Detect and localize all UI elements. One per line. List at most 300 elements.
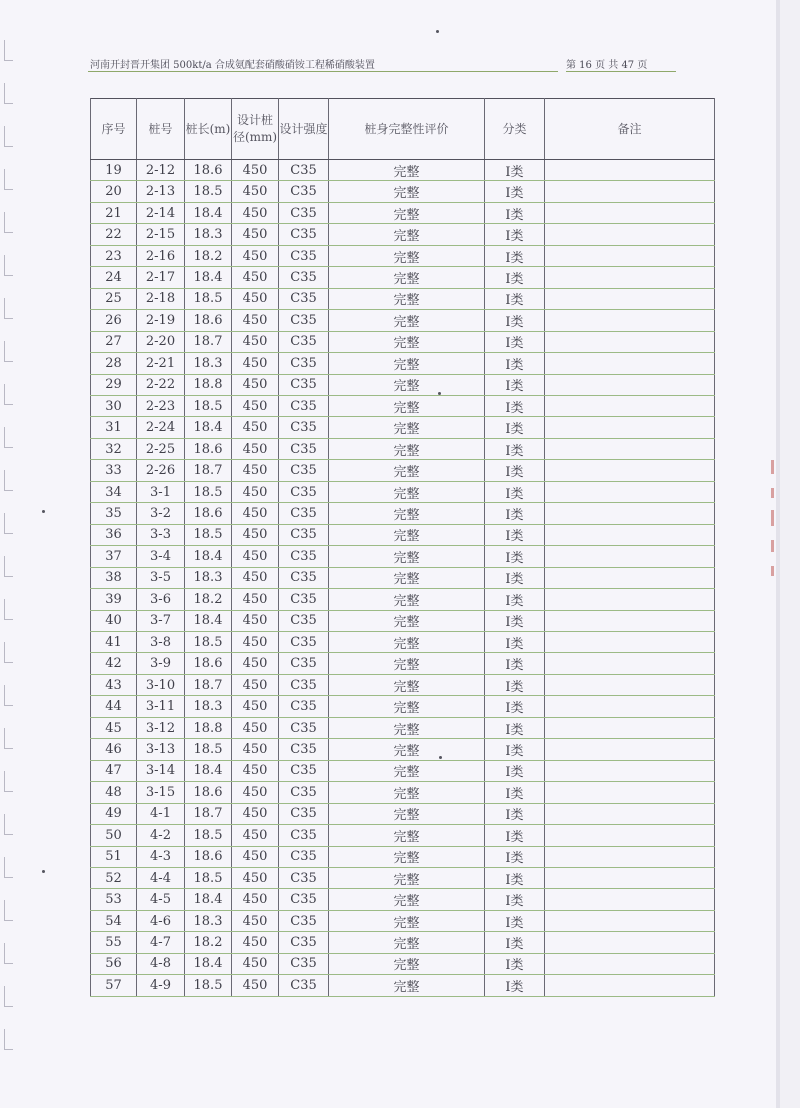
cell-diameter: 450 [232, 202, 279, 223]
cell-diameter: 450 [232, 331, 279, 352]
cell-integrity: 完整 [329, 288, 485, 309]
cell-remarks [545, 674, 715, 695]
cell-class: Ⅰ类 [485, 867, 545, 888]
cell-pile-no: 3-11 [137, 696, 185, 717]
table-row [91, 782, 715, 803]
cell-seq: 33 [91, 460, 137, 481]
cell-remarks [545, 567, 715, 588]
cell-strength: C35 [279, 267, 329, 288]
table-row [91, 674, 715, 695]
cell-integrity: 完整 [329, 867, 485, 888]
cell-pile-no: 3-8 [137, 631, 185, 652]
cell-pile-no: 4-7 [137, 932, 185, 953]
cell-pile-length: 18.5 [185, 867, 232, 888]
cell-seq: 25 [91, 288, 137, 309]
cell-integrity: 完整 [329, 825, 485, 846]
cell-seq: 30 [91, 395, 137, 416]
col-header-diameter: 设计桩径(mm) [232, 99, 279, 160]
cell-diameter: 450 [232, 889, 279, 910]
col-header-integrity: 桩身完整性评价 [329, 99, 485, 160]
cell-strength: C35 [279, 160, 329, 181]
binding-hole-mark [4, 728, 13, 749]
binding-hole-mark [4, 513, 13, 534]
binding-hole-mark [4, 126, 13, 147]
cell-seq: 34 [91, 481, 137, 502]
cell-class: Ⅰ类 [485, 160, 545, 181]
cell-integrity: 完整 [329, 975, 485, 997]
table-row [91, 417, 715, 438]
cell-seq: 24 [91, 267, 137, 288]
cell-remarks [545, 353, 715, 374]
cell-strength: C35 [279, 631, 329, 652]
cell-remarks [545, 224, 715, 245]
table-row [91, 546, 715, 567]
cell-remarks [545, 760, 715, 781]
cell-pile-length: 18.5 [185, 481, 232, 502]
cell-strength: C35 [279, 546, 329, 567]
cell-seq: 52 [91, 867, 137, 888]
cell-pile-length: 18.3 [185, 567, 232, 588]
binding-hole-mark [4, 771, 13, 792]
cell-class: Ⅰ类 [485, 353, 545, 374]
cell-class: Ⅰ类 [485, 610, 545, 631]
cell-pile-length: 18.4 [185, 546, 232, 567]
cell-seq: 43 [91, 674, 137, 695]
cell-seq: 39 [91, 589, 137, 610]
cell-pile-no: 2-12 [137, 160, 185, 181]
pile-integrity-table [90, 98, 715, 997]
cell-seq: 32 [91, 438, 137, 459]
red-stamp-fragment [771, 488, 774, 498]
table-row [91, 696, 715, 717]
col-header-seq: 序号 [91, 99, 137, 160]
table-row [91, 717, 715, 738]
cell-remarks [545, 202, 715, 223]
cell-seq: 48 [91, 782, 137, 803]
scan-speck [436, 30, 439, 33]
binding-hole-mark [4, 1029, 13, 1050]
red-stamp-fragment [771, 510, 774, 526]
cell-pile-length: 18.3 [185, 910, 232, 931]
cell-pile-length: 18.3 [185, 696, 232, 717]
cell-strength: C35 [279, 589, 329, 610]
cell-integrity: 完整 [329, 760, 485, 781]
cell-pile-no: 3-3 [137, 524, 185, 545]
cell-strength: C35 [279, 932, 329, 953]
cell-pile-length: 18.5 [185, 975, 232, 997]
cell-seq: 28 [91, 353, 137, 374]
cell-integrity: 完整 [329, 267, 485, 288]
cell-strength: C35 [279, 417, 329, 438]
cell-integrity: 完整 [329, 202, 485, 223]
cell-seq: 46 [91, 739, 137, 760]
cell-diameter: 450 [232, 567, 279, 588]
cell-strength: C35 [279, 610, 329, 631]
cell-seq: 31 [91, 417, 137, 438]
cell-class: Ⅰ类 [485, 825, 545, 846]
cell-integrity: 完整 [329, 395, 485, 416]
col-header-strength: 设计强度 [279, 99, 329, 160]
cell-pile-no: 3-9 [137, 653, 185, 674]
table-row [91, 889, 715, 910]
cell-integrity: 完整 [329, 353, 485, 374]
red-stamp-fragment [771, 566, 774, 576]
cell-strength: C35 [279, 567, 329, 588]
cell-class: Ⅰ类 [485, 331, 545, 352]
table-row [91, 481, 715, 502]
col-header-class: 分类 [485, 99, 545, 160]
cell-pile-length: 18.2 [185, 245, 232, 266]
cell-pile-length: 18.7 [185, 803, 232, 824]
cell-integrity: 完整 [329, 245, 485, 266]
cell-pile-length: 18.4 [185, 267, 232, 288]
cell-class: Ⅰ类 [485, 975, 545, 997]
cell-pile-no: 3-4 [137, 546, 185, 567]
cell-strength: C35 [279, 460, 329, 481]
cell-seq: 20 [91, 181, 137, 202]
cell-pile-no: 4-4 [137, 867, 185, 888]
cell-strength: C35 [279, 674, 329, 695]
col-header-pile-no: 桩号 [137, 99, 185, 160]
cell-diameter: 450 [232, 739, 279, 760]
table-body [91, 160, 715, 997]
cell-remarks [545, 589, 715, 610]
cell-pile-no: 3-10 [137, 674, 185, 695]
cell-remarks [545, 696, 715, 717]
cell-class: Ⅰ类 [485, 417, 545, 438]
table-row [91, 524, 715, 545]
cell-pile-length: 18.5 [185, 288, 232, 309]
cell-pile-length: 18.4 [185, 202, 232, 223]
cell-pile-length: 18.5 [185, 631, 232, 652]
cell-class: Ⅰ类 [485, 953, 545, 974]
cell-pile-no: 4-2 [137, 825, 185, 846]
table-row [91, 975, 715, 997]
cell-seq: 35 [91, 503, 137, 524]
cell-diameter: 450 [232, 825, 279, 846]
header-rule [88, 71, 558, 72]
cell-remarks [545, 867, 715, 888]
table-row [91, 760, 715, 781]
cell-remarks [545, 181, 715, 202]
header-project-title: 河南开封晋开集团 500kt/a 合成氨配套硝酸硝铵工程稀硝酸装置 [90, 60, 375, 71]
cell-diameter: 450 [232, 224, 279, 245]
table-row [91, 631, 715, 652]
cell-strength: C35 [279, 310, 329, 331]
cell-strength: C35 [279, 331, 329, 352]
cell-integrity: 完整 [329, 503, 485, 524]
table-row [91, 610, 715, 631]
binding-hole-mark [4, 40, 13, 61]
cell-remarks [545, 460, 715, 481]
cell-pile-no: 2-17 [137, 267, 185, 288]
binding-hole-mark [4, 384, 13, 405]
cell-pile-no: 2-26 [137, 460, 185, 481]
cell-integrity: 完整 [329, 310, 485, 331]
cell-class: Ⅰ类 [485, 438, 545, 459]
cell-seq: 26 [91, 310, 137, 331]
cell-strength: C35 [279, 975, 329, 997]
cell-remarks [545, 631, 715, 652]
cell-seq: 23 [91, 245, 137, 266]
cell-strength: C35 [279, 481, 329, 502]
cell-seq: 36 [91, 524, 137, 545]
cell-integrity: 完整 [329, 782, 485, 803]
table-row [91, 653, 715, 674]
cell-pile-no: 3-1 [137, 481, 185, 502]
cell-remarks [545, 546, 715, 567]
cell-class: Ⅰ类 [485, 910, 545, 931]
red-stamp-fragment [771, 540, 774, 552]
cell-diameter: 450 [232, 589, 279, 610]
table-row [91, 181, 715, 202]
cell-strength: C35 [279, 803, 329, 824]
cell-remarks [545, 374, 715, 395]
cell-seq: 53 [91, 889, 137, 910]
cell-class: Ⅰ类 [485, 674, 545, 695]
cell-diameter: 450 [232, 674, 279, 695]
cell-remarks [545, 524, 715, 545]
cell-strength: C35 [279, 889, 329, 910]
cell-diameter: 450 [232, 953, 279, 974]
cell-strength: C35 [279, 202, 329, 223]
cell-diameter: 450 [232, 803, 279, 824]
table-row [91, 395, 715, 416]
cell-class: Ⅰ类 [485, 739, 545, 760]
cell-diameter: 450 [232, 932, 279, 953]
cell-class: Ⅰ类 [485, 653, 545, 674]
table-row [91, 567, 715, 588]
cell-pile-no: 4-8 [137, 953, 185, 974]
scan-speck [42, 510, 45, 513]
cell-pile-no: 3-7 [137, 610, 185, 631]
table-row [91, 803, 715, 824]
cell-integrity: 完整 [329, 653, 485, 674]
cell-seq: 49 [91, 803, 137, 824]
cell-diameter: 450 [232, 374, 279, 395]
cell-remarks [545, 481, 715, 502]
cell-diameter: 450 [232, 181, 279, 202]
cell-diameter: 450 [232, 245, 279, 266]
cell-diameter: 450 [232, 696, 279, 717]
cell-integrity: 完整 [329, 932, 485, 953]
red-stamp-fragment [771, 460, 774, 474]
cell-strength: C35 [279, 503, 329, 524]
cell-integrity: 完整 [329, 910, 485, 931]
binding-hole-mark [4, 900, 13, 921]
cell-strength: C35 [279, 825, 329, 846]
cell-class: Ⅰ类 [485, 524, 545, 545]
cell-strength: C35 [279, 739, 329, 760]
binding-hole-marks [4, 40, 16, 1080]
cell-pile-no: 4-6 [137, 910, 185, 931]
cell-pile-length: 18.7 [185, 331, 232, 352]
binding-hole-mark [4, 169, 13, 190]
cell-seq: 29 [91, 374, 137, 395]
cell-remarks [545, 310, 715, 331]
binding-hole-mark [4, 599, 13, 620]
cell-pile-no: 2-23 [137, 395, 185, 416]
table-row [91, 503, 715, 524]
table-row [91, 932, 715, 953]
cell-remarks [545, 503, 715, 524]
binding-hole-mark [4, 212, 13, 233]
binding-hole-mark [4, 642, 13, 663]
cell-class: Ⅰ类 [485, 395, 545, 416]
cell-seq: 44 [91, 696, 137, 717]
cell-diameter: 450 [232, 417, 279, 438]
cell-remarks [545, 288, 715, 309]
table-row [91, 460, 715, 481]
cell-pile-no: 2-22 [137, 374, 185, 395]
cell-integrity: 完整 [329, 331, 485, 352]
cell-remarks [545, 610, 715, 631]
cell-pile-no: 2-13 [137, 181, 185, 202]
cell-remarks [545, 803, 715, 824]
cell-integrity: 完整 [329, 481, 485, 502]
cell-seq: 21 [91, 202, 137, 223]
cell-class: Ⅰ类 [485, 460, 545, 481]
table-row [91, 202, 715, 223]
cell-pile-length: 18.2 [185, 932, 232, 953]
cell-remarks [545, 825, 715, 846]
cell-seq: 41 [91, 631, 137, 652]
cell-remarks [545, 975, 715, 997]
cell-class: Ⅰ类 [485, 717, 545, 738]
cell-integrity: 完整 [329, 417, 485, 438]
cell-remarks [545, 653, 715, 674]
binding-hole-mark [4, 943, 13, 964]
col-header-remarks: 备注 [545, 99, 715, 160]
cell-strength: C35 [279, 438, 329, 459]
cell-pile-no: 4-3 [137, 846, 185, 867]
cell-integrity: 完整 [329, 696, 485, 717]
cell-pile-length: 18.6 [185, 160, 232, 181]
cell-class: Ⅰ类 [485, 696, 545, 717]
cell-pile-length: 18.3 [185, 224, 232, 245]
cell-seq: 27 [91, 331, 137, 352]
table-row [91, 910, 715, 931]
cell-integrity: 完整 [329, 524, 485, 545]
table-row [91, 267, 715, 288]
cell-integrity: 完整 [329, 717, 485, 738]
binding-hole-mark [4, 685, 13, 706]
cell-class: Ⅰ类 [485, 374, 545, 395]
cell-strength: C35 [279, 867, 329, 888]
table-row [91, 825, 715, 846]
cell-class: Ⅰ类 [485, 803, 545, 824]
binding-hole-mark [4, 556, 13, 577]
cell-integrity: 完整 [329, 674, 485, 695]
cell-diameter: 450 [232, 782, 279, 803]
cell-strength: C35 [279, 717, 329, 738]
cell-integrity: 完整 [329, 567, 485, 588]
cell-pile-no: 2-24 [137, 417, 185, 438]
cell-pile-length: 18.8 [185, 374, 232, 395]
cell-diameter: 450 [232, 975, 279, 997]
cell-strength: C35 [279, 224, 329, 245]
table-row [91, 160, 715, 181]
cell-pile-no: 3-12 [137, 717, 185, 738]
cell-integrity: 完整 [329, 460, 485, 481]
cell-seq: 22 [91, 224, 137, 245]
cell-seq: 57 [91, 975, 137, 997]
cell-integrity: 完整 [329, 181, 485, 202]
cell-integrity: 完整 [329, 610, 485, 631]
cell-diameter: 450 [232, 481, 279, 502]
scan-speck [438, 392, 441, 395]
cell-diameter: 450 [232, 610, 279, 631]
cell-strength: C35 [279, 910, 329, 931]
cell-strength: C35 [279, 760, 329, 781]
cell-pile-length: 18.7 [185, 674, 232, 695]
cell-remarks [545, 910, 715, 931]
table-row [91, 353, 715, 374]
cell-pile-length: 18.6 [185, 310, 232, 331]
table-row [91, 224, 715, 245]
cell-remarks [545, 717, 715, 738]
table-row [91, 438, 715, 459]
table-row [91, 589, 715, 610]
cell-seq: 50 [91, 825, 137, 846]
table-row [91, 846, 715, 867]
cell-strength: C35 [279, 395, 329, 416]
cell-pile-length: 18.6 [185, 846, 232, 867]
cell-remarks [545, 160, 715, 181]
cell-pile-length: 18.4 [185, 760, 232, 781]
cell-pile-no: 3-14 [137, 760, 185, 781]
cell-diameter: 450 [232, 160, 279, 181]
cell-integrity: 完整 [329, 374, 485, 395]
cell-integrity: 完整 [329, 739, 485, 760]
cell-seq: 42 [91, 653, 137, 674]
cell-pile-no: 2-20 [137, 331, 185, 352]
cell-integrity: 完整 [329, 546, 485, 567]
cell-pile-length: 18.4 [185, 953, 232, 974]
cell-seq: 19 [91, 160, 137, 181]
cell-class: Ⅰ类 [485, 782, 545, 803]
cell-pile-length: 18.8 [185, 717, 232, 738]
cell-strength: C35 [279, 782, 329, 803]
cell-pile-length: 18.5 [185, 524, 232, 545]
cell-pile-length: 18.6 [185, 782, 232, 803]
cell-diameter: 450 [232, 353, 279, 374]
cell-remarks [545, 846, 715, 867]
cell-class: Ⅰ类 [485, 481, 545, 502]
cell-pile-no: 3-2 [137, 503, 185, 524]
cell-pile-length: 18.4 [185, 889, 232, 910]
binding-hole-mark [4, 814, 13, 835]
cell-diameter: 450 [232, 438, 279, 459]
cell-remarks [545, 438, 715, 459]
cell-class: Ⅰ类 [485, 760, 545, 781]
cell-seq: 56 [91, 953, 137, 974]
cell-remarks [545, 267, 715, 288]
header-rule-right [566, 71, 676, 72]
cell-strength: C35 [279, 288, 329, 309]
cell-strength: C35 [279, 245, 329, 266]
cell-class: Ⅰ类 [485, 224, 545, 245]
cell-integrity: 完整 [329, 589, 485, 610]
cell-seq: 47 [91, 760, 137, 781]
binding-hole-mark [4, 427, 13, 448]
cell-pile-no: 2-19 [137, 310, 185, 331]
cell-class: Ⅰ类 [485, 181, 545, 202]
cell-pile-length: 18.2 [185, 589, 232, 610]
cell-pile-no: 4-1 [137, 803, 185, 824]
cell-pile-no: 2-25 [137, 438, 185, 459]
table-header-row [91, 99, 715, 160]
